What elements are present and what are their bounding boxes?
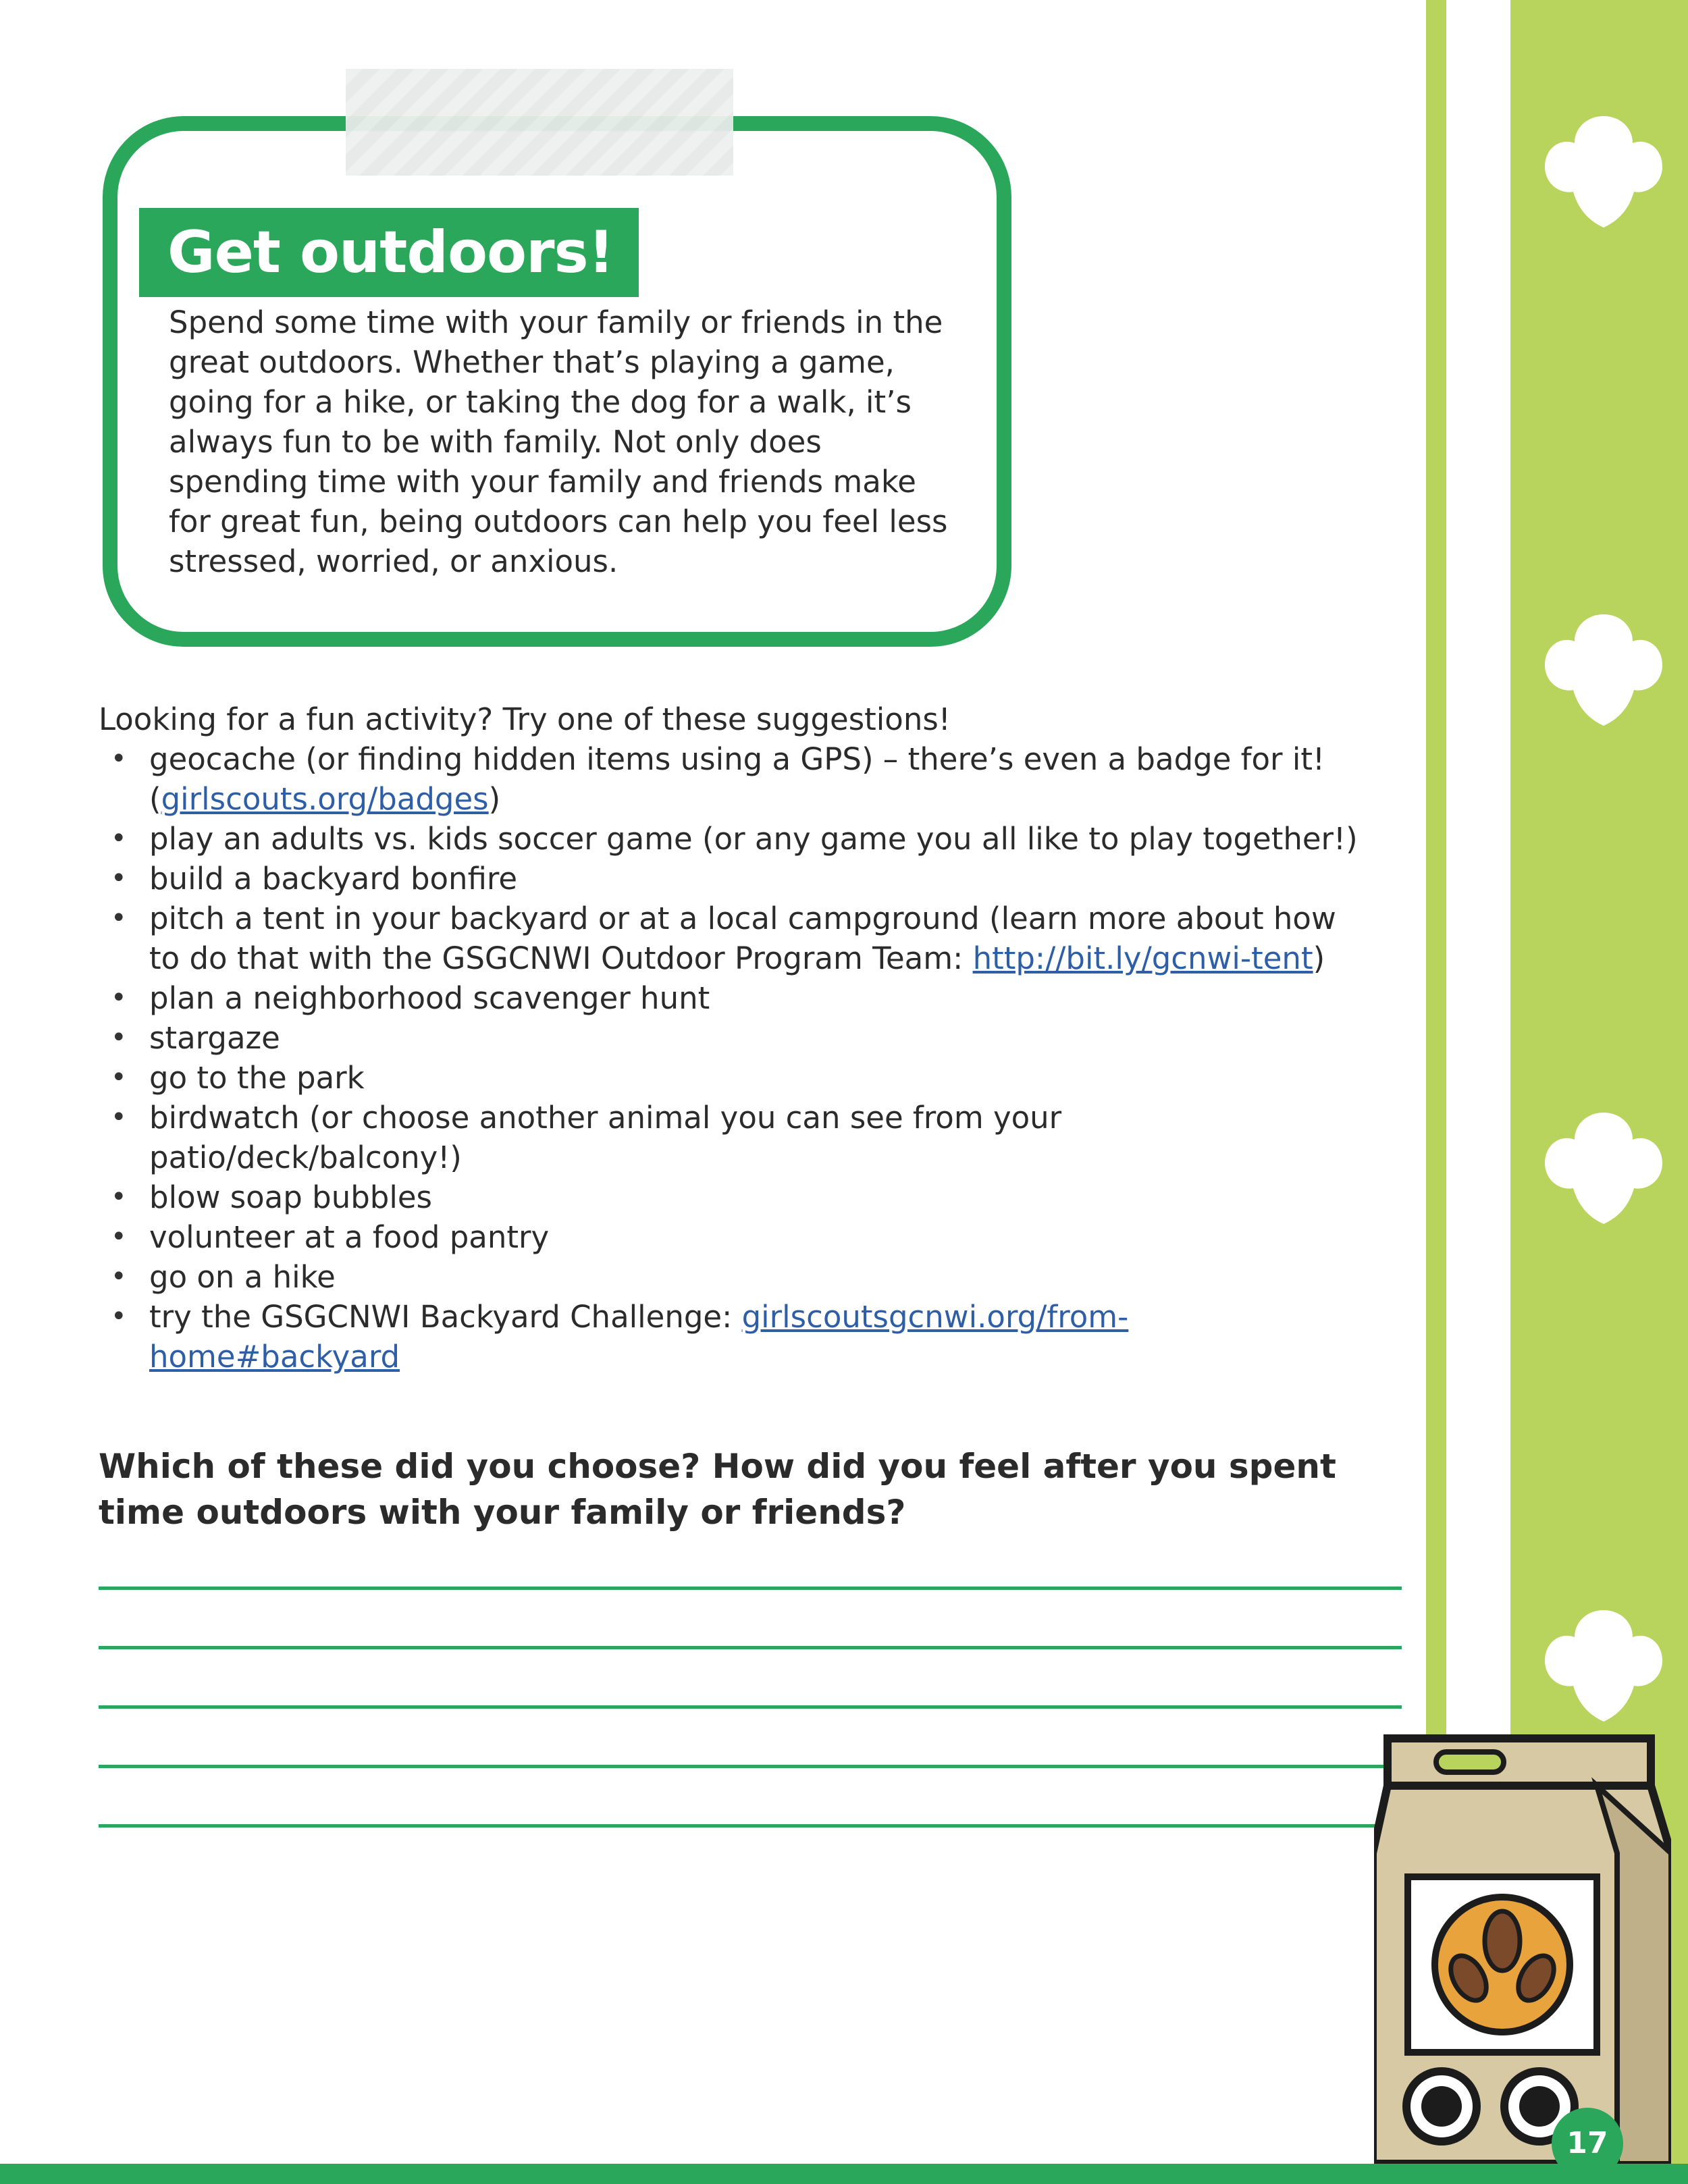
bullet: • <box>111 823 127 854</box>
list-item <box>99 899 1368 978</box>
item-text: try the GSGCNWI Backyard Challenge: <box>149 1299 742 1335</box>
item-text: go on a hike <box>149 1259 336 1295</box>
item-text: go to the park <box>149 1060 365 1096</box>
list-item <box>99 819 1368 859</box>
trefoil-icon <box>1539 103 1668 231</box>
item-text: birdwatch (or choose another animal you can see from your patio/deck/balcony!) <box>149 1100 1062 1175</box>
list-item <box>99 739 1368 819</box>
list-item <box>99 1018 1368 1058</box>
backyard-challenge-link[interactable]: girlscoutsgcnwi.org/from-home#backyard <box>149 1299 1129 1375</box>
list-item <box>99 859 1368 899</box>
list-item <box>99 1297 1368 1377</box>
bullet: • <box>111 982 127 1013</box>
tape-decoration <box>346 69 733 176</box>
bullet: • <box>111 863 127 894</box>
trefoil-icon <box>1539 601 1668 729</box>
item-text: play an adults vs. kids soccer game (or any game you all like to play together!) <box>149 821 1358 857</box>
bullet: • <box>111 1181 127 1213</box>
item-text: ) <box>1313 940 1325 976</box>
item-text: geocache (or finding hidden items using a GPS) – there’s even a badge for it! ( <box>149 741 1325 817</box>
reflection-question: Which of these did you choose? How did you feel after you spent time outdoors with your family or friends? <box>99 1447 1336 1532</box>
list-item <box>99 1257 1368 1297</box>
trefoil-icon <box>1539 1597 1668 1725</box>
answer-line[interactable] <box>99 1646 1402 1649</box>
activities-list <box>99 739 1368 1377</box>
bullet: • <box>111 1261 127 1292</box>
card-title: Get outdoors! <box>139 208 639 297</box>
bullet: • <box>111 743 127 774</box>
bullet: • <box>111 1301 127 1332</box>
bullet: • <box>111 1221 127 1252</box>
answer-line[interactable] <box>99 1824 1402 1828</box>
item-text: plan a neighborhood scavenger hunt <box>149 980 710 1016</box>
answer-line[interactable] <box>99 1765 1402 1768</box>
item-text: volunteer at a food pantry <box>149 1219 550 1255</box>
badges-link[interactable]: girlscouts.org/badges <box>161 781 489 817</box>
item-text: blow soap bubbles <box>149 1179 432 1215</box>
tent-link[interactable]: http://bit.ly/gcnwi-tent <box>972 940 1313 976</box>
page-number: 17 <box>1552 2108 1623 2179</box>
item-text: build a backyard bonfire <box>149 861 518 897</box>
item-text: pitch a tent in your backyard or at a local campground (learn more about how to do that with the GSGCNWI Outdoor Program Team: <box>149 901 1336 976</box>
answer-line[interactable] <box>99 1705 1402 1709</box>
bullet: • <box>111 1022 127 1053</box>
card-body: Spend some time with your family or friends in the great outdoors. Whether that’s playing a game, going for a hike, or taking the dog for a walk, it’s always fun to be with family. Not only does spending time with your family and friends make for great fun, being outdoors can help you feel less stressed, worried, or anxious. <box>169 304 948 579</box>
list-item <box>99 1177 1368 1217</box>
trefoil-icon <box>1539 1099 1668 1227</box>
list-item <box>99 1058 1368 1098</box>
item-text: ) <box>488 781 501 817</box>
list-item <box>99 978 1368 1018</box>
list-item <box>99 1217 1368 1257</box>
item-text: stargaze <box>149 1020 280 1056</box>
answer-line[interactable] <box>99 1587 1402 1590</box>
bullet: • <box>111 903 127 934</box>
bullet: • <box>111 1102 127 1133</box>
list-item <box>99 1098 1368 1177</box>
seed-packet-icon <box>1374 1732 1671 2164</box>
bottom-band <box>0 2164 1688 2184</box>
activities-intro: Looking for a fun activity? Try one of these suggestions! <box>99 701 951 737</box>
bullet: • <box>111 1062 127 1093</box>
